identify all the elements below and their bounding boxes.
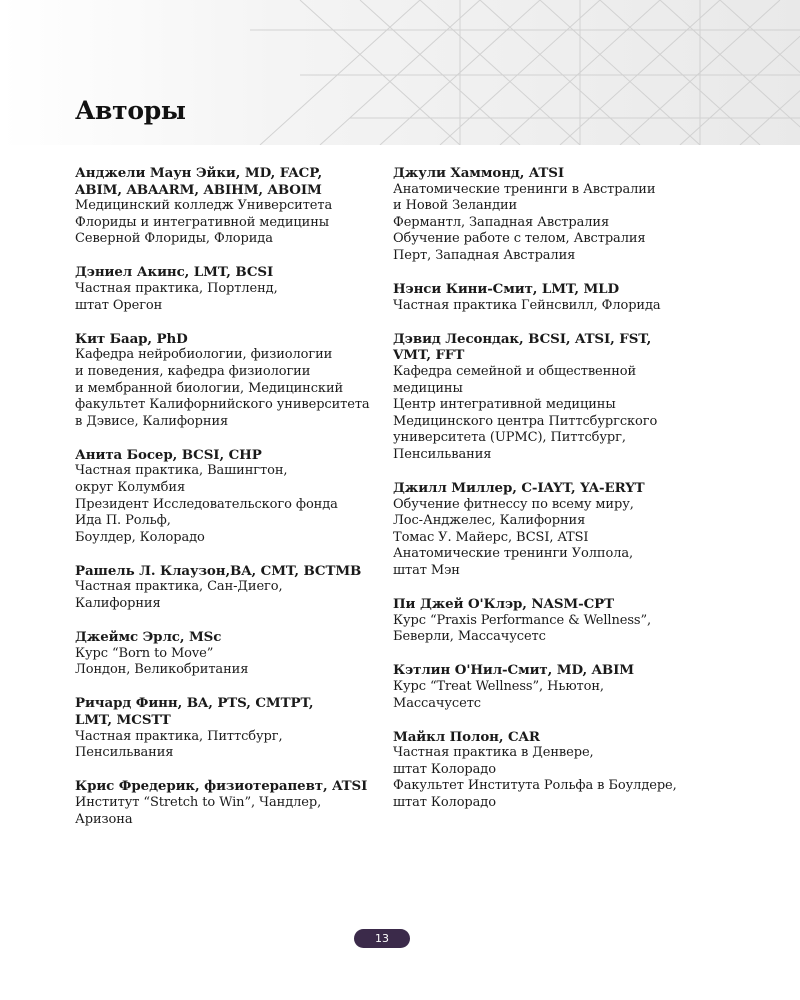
author-name: Майкл Полон, CAR (393, 728, 540, 745)
author-name: Джилл Миллер, C-IAYT, YA-ERYT (393, 480, 645, 496)
author-name: Дэвид Лесондак, BCSI, ATSI, FST, (393, 330, 652, 347)
author-name: Крис Фредерик, физиотерапевт, ATSI (75, 778, 368, 795)
page-title: Авторы (75, 96, 186, 125)
author-affiliation: в Дэвисе, Калифорния (75, 413, 229, 429)
author-affiliation: Флориды и интегративной медицины (75, 214, 330, 230)
author-name: Дэниел Акинс, LMT, BCSI (75, 264, 274, 281)
author-entry (393, 331, 713, 464)
author-affiliation: и Новой Зеландии (393, 198, 518, 214)
author-entry (75, 165, 380, 248)
author-name: Анита Босер, BCSI, CHP (75, 446, 262, 463)
author-affiliation: Факультет Института Рольфа в Боулдере, (393, 778, 677, 794)
author-name: Рашель Л. Клаузон,BA, CMT, BCTMB (75, 562, 362, 579)
author-affiliation: Лондон, Великобритания (75, 662, 249, 678)
author-affiliation: Лос-Анджелес, Калифорния (393, 513, 586, 529)
author-affiliation: и поведения, кафедра физиологии (75, 363, 311, 379)
author-entry (393, 596, 713, 646)
author-affiliation: Пенсильвания (75, 745, 174, 761)
author-affiliation: Курс “Born to Move” (75, 645, 214, 661)
author-affiliation: Массачусетс (393, 695, 481, 711)
author-affiliation: Анатомические тренинги Уолпола, (393, 546, 634, 562)
author-affiliation: Частная практика Гейнсвилл, Флорида (393, 297, 661, 313)
author-entry (393, 165, 713, 265)
author-affiliation: Томас У. Майерс, BCSI, ATSI (393, 529, 589, 545)
author-entry (393, 480, 713, 580)
author-affiliation: штат Орегон (75, 297, 163, 313)
author-affiliation: штат Колорадо (393, 795, 496, 810)
author-affiliation: Медицинский колледж Университета (75, 198, 333, 214)
authors-column-left (75, 165, 380, 845)
author-name: Кит Баар, PhD (75, 330, 188, 347)
author-affiliation: Частная практика в Денвере, (393, 745, 594, 761)
author-affiliation: Обучение фитнессу по всему миру, (393, 496, 634, 512)
author-entry (393, 281, 713, 314)
author-affiliation: Кафедра семейной и общественной (393, 363, 637, 379)
author-entry (75, 264, 380, 314)
author-affiliation: Президент Исследовательского фонда (75, 496, 338, 512)
author-affiliation: Частная практика, Питтсбург, (75, 728, 283, 744)
author-name: Ричард Финн, BA, PTS, CMTPT, (75, 695, 314, 712)
author-name: Кэтлин О'Нил-Смит, MD, ABIM (393, 662, 635, 679)
author-affiliation: Институт “Stretch to Win”, Чандлер, (75, 794, 322, 810)
author-affiliation: Ида П. Рольф, (75, 513, 171, 529)
author-affiliation: Частная практика, Сан-Диего, (75, 579, 283, 595)
author-entry (75, 331, 380, 431)
author-affiliation: Центр интегративной медицины (393, 397, 616, 413)
author-affiliation: штат Колорадо (393, 761, 496, 777)
author-affiliation: Боулдер, Колорадо (75, 529, 205, 545)
author-affiliation: Северной Флориды, Флорида (75, 231, 273, 247)
author-affiliation: Курс “Praxis Performance & Wellness”, (393, 612, 652, 628)
author-name: Анджели Маун Эйки, MD, FACP, (75, 165, 323, 181)
author-entry (393, 662, 713, 712)
author-affiliation: и мембранной биологии, Медицинский (75, 380, 344, 396)
header-banner (0, 0, 800, 145)
author-name-cont: VMT, FFT (393, 347, 465, 364)
author-affiliation: факультет Калифорнийского университета (75, 397, 370, 413)
author-entry (75, 563, 380, 613)
author-entry (393, 729, 713, 812)
author-affiliation: Кафедра нейробиологии, физиологии (75, 347, 333, 363)
author-name: Джеймс Эрлс, MSc (75, 629, 222, 646)
author-name: Джули Хаммонд, ATSI (393, 165, 565, 181)
authors-column-right (393, 165, 713, 828)
author-affiliation: Курс “Treat Wellness”, Ньютон, (393, 678, 604, 694)
author-affiliation: Обучение работе с телом, Австралия (393, 231, 646, 247)
author-entry (75, 629, 380, 679)
author-affiliation: штат Мэн (393, 562, 460, 578)
author-name-cont: LMT, MCSTT (75, 712, 171, 729)
author-affiliation: округ Колумбия (75, 480, 186, 495)
author-affiliation: Пенсильвания (393, 446, 492, 462)
author-affiliation: Медицинского центра Питтсбургского (393, 413, 658, 429)
author-affiliation: Частная практика, Портленд, (75, 281, 278, 297)
author-affiliation: Аризона (75, 811, 133, 827)
author-name: Пи Джей О'Клэр, NASM-CPT (393, 596, 614, 613)
author-affiliation: Фермантл, Западная Австралия (393, 214, 610, 230)
author-entry (75, 695, 380, 761)
author-entry (75, 447, 380, 547)
author-affiliation: Калифорния (75, 596, 161, 612)
author-affiliation: Анатомические тренинги в Австралии (393, 181, 656, 197)
author-name: Нэнси Кини-Смит, LMT, MLD (393, 281, 620, 298)
author-affiliation: Перт, Западная Австралия (393, 247, 576, 263)
author-name-cont: ABIM, ABAARM, ABIHM, ABOIM (75, 181, 322, 198)
author-affiliation: Беверли, Массачусетс (393, 629, 546, 645)
author-affiliation: университета (UPMC), Питтсбург, (393, 430, 626, 446)
author-affiliation: Частная практика, Вашингтон, (75, 463, 288, 479)
author-affiliation: медицины (393, 380, 463, 396)
page-number-badge: 13 (354, 929, 410, 948)
author-entry (75, 778, 380, 828)
